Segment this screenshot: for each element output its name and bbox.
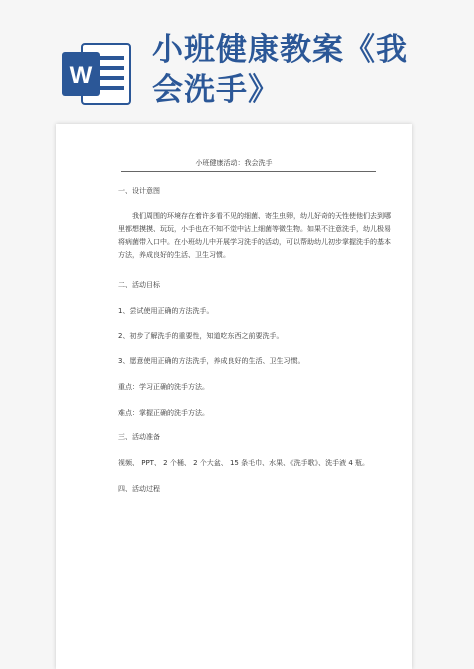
difficult-point: 难点：掌握正确的洗手方法。 (118, 409, 209, 417)
section-heading-1: 一、设计意图 (118, 187, 160, 195)
page-header (0, 0, 474, 112)
document-title (152, 30, 452, 110)
goal-item-1: 1、尝试使用正确的方法洗手。 (118, 307, 214, 315)
goal-item-2: 2、初步了解洗手的重要性，知道吃东西之前要洗手。 (118, 332, 284, 340)
section-heading-3: 三、活动准备 (118, 433, 160, 441)
paragraph-line: 方法，养成良好的生活、卫生习惯。 (118, 251, 230, 259)
paragraph-line: 将病菌带入口中。在小班幼儿中开展学习洗手的活动，可以帮助幼儿初步掌握洗手的基本 (118, 238, 391, 246)
key-point: 重点：学习正确的洗手方法。 (118, 383, 209, 391)
header-divider (121, 171, 376, 172)
design-intent-paragraph (118, 210, 391, 262)
section-heading-4: 四、活动过程 (118, 485, 160, 493)
svg-text:W: W (69, 62, 93, 89)
title-line-1: 小班健康教案《我 (152, 32, 408, 68)
goal-item-3: 3、愿意使用正确的方法洗手，养成良好的生活、卫生习惯。 (118, 357, 305, 365)
running-header: 小班健康活动：我会洗手 (195, 159, 273, 167)
preparation-list: 视频、 PPT、 2 个桶、 2 个大盆、 15 条毛巾、水果、《洗手歌》、洗手液 4 瓶。 (118, 459, 370, 467)
word-icon (62, 40, 132, 108)
title-line-2: 会洗手》 (152, 72, 280, 108)
paragraph-line: 里都想摸摸、玩玩，小手也在不知不觉中沾上细菌等微生物。如果不注意洗手，幼儿极易 (118, 225, 391, 233)
paragraph-line: 我们周围的环境存在着许多看不见的细菌、寄生虫卵，幼儿好奇的天性使他们去到哪 (132, 212, 391, 220)
section-heading-2: 二、活动目标 (118, 281, 160, 289)
document-page (56, 124, 412, 669)
